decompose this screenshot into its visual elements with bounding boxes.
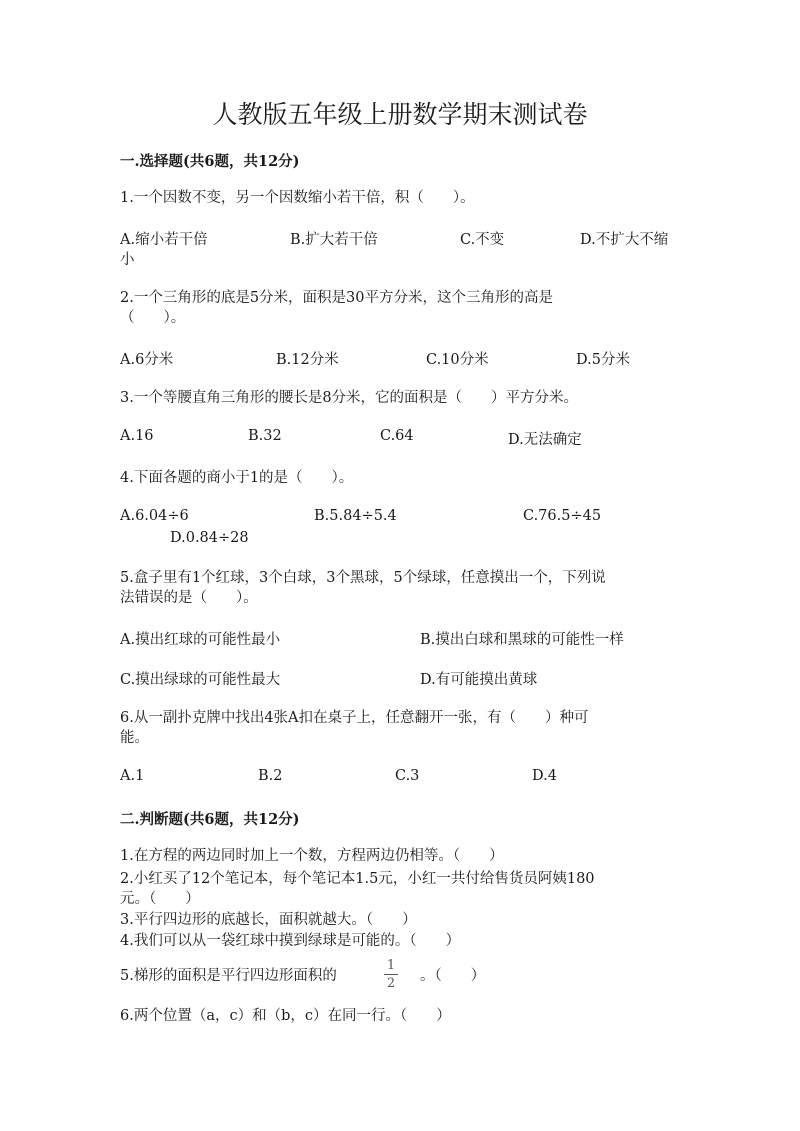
option-a: A.缩小若干倍: [120, 232, 208, 248]
judgment-item-continued: 元。（ ）: [120, 891, 200, 907]
option-b: B.32: [248, 428, 282, 444]
option-a: A.6分米: [120, 352, 174, 368]
question-text-continued: 法错误的是（ ）。: [120, 590, 258, 606]
question-text-continued: 能。: [120, 730, 149, 746]
option-c: C.76.5÷45: [523, 508, 602, 524]
judgment-item-continued: 。（ ）: [420, 968, 486, 984]
option-d: D.不扩大不缩: [580, 232, 669, 248]
option-b: B.5.84÷5.4: [314, 508, 397, 524]
fraction-numerator: 1: [386, 958, 396, 973]
option-d: D.5分米: [576, 352, 630, 368]
option-a: A.1: [120, 768, 145, 784]
question-text: 3.一个等腰直角三角形的腰长是8分米，它的面积是（ ）平方分米。: [120, 390, 579, 406]
judgment-item: 6.两个位置（a，c）和（b，c）在同一行。（ ）: [120, 1008, 451, 1024]
option-d: D.4: [532, 768, 557, 784]
option-c: C.64: [380, 428, 414, 444]
judgment-item: 2.小红买了12个笔记本，每个笔记本1.5元，小红一共付给售货员阿姨180: [120, 871, 595, 887]
option-a: A.16: [120, 428, 154, 444]
judgment-item: 1.在方程的两边同时加上一个数，方程两边仍相等。（ ）: [120, 848, 504, 864]
option-b: B.摸出白球和黑球的可能性一样: [420, 632, 624, 648]
option-d: D.无法确定: [508, 432, 582, 448]
option-b: B.12分米: [276, 352, 339, 368]
option-c: C.10分米: [426, 352, 489, 368]
option-b: B.2: [258, 768, 283, 784]
option-c: C.不变: [460, 232, 505, 248]
option-c: C.3: [395, 768, 420, 784]
section-heading-choice: 一.选择题(共6题，共12分): [120, 153, 300, 170]
fraction-denominator: 2: [386, 976, 396, 991]
question-text: 4.下面各题的商小于1的是（ ）。: [120, 470, 354, 486]
page-title: 人教版五年级上册数学期末测试卷: [212, 100, 588, 129]
fraction-bar: [384, 974, 398, 975]
option-d: D.有可能摸出黄球: [420, 672, 538, 688]
option-a: A.摸出红球的可能性最小: [120, 632, 281, 648]
option-c: C.摸出绿球的可能性最大: [120, 672, 281, 688]
option-d-continued: 小: [120, 252, 135, 268]
section-heading-judgment: 二.判断题(共6题，共12分): [120, 811, 300, 828]
option-d: D.0.84÷28: [170, 530, 249, 546]
question-text-continued: （ ）。: [120, 310, 186, 326]
judgment-item: 5.梯形的面积是平行四边形面积的: [120, 968, 337, 984]
option-b: B.扩大若干倍: [290, 232, 378, 248]
judgment-item: 3.平行四边形的底越长，面积就越大。（ ）: [120, 912, 417, 928]
option-a: A.6.04÷6: [120, 508, 189, 524]
judgment-item: 4.我们可以从一袋红球中摸到绿球是可能的。（ ）: [120, 933, 461, 949]
fraction-one-half: [382, 958, 400, 991]
question-text: 2.一个三角形的底是5分米，面积是30平方分米，这个三角形的高是: [120, 290, 554, 306]
question-text: 1.一个因数不变，另一个因数缩小若干倍，积（ ）。: [120, 190, 475, 206]
question-text: 6.从一副扑克牌中找出4张A扣在桌子上，任意翻开一张，有（ ）种可: [120, 710, 589, 726]
question-text: 5.盒子里有1个红球，3个白球，3个黑球，5个绿球，任意摸出一个，下列说: [120, 570, 606, 586]
